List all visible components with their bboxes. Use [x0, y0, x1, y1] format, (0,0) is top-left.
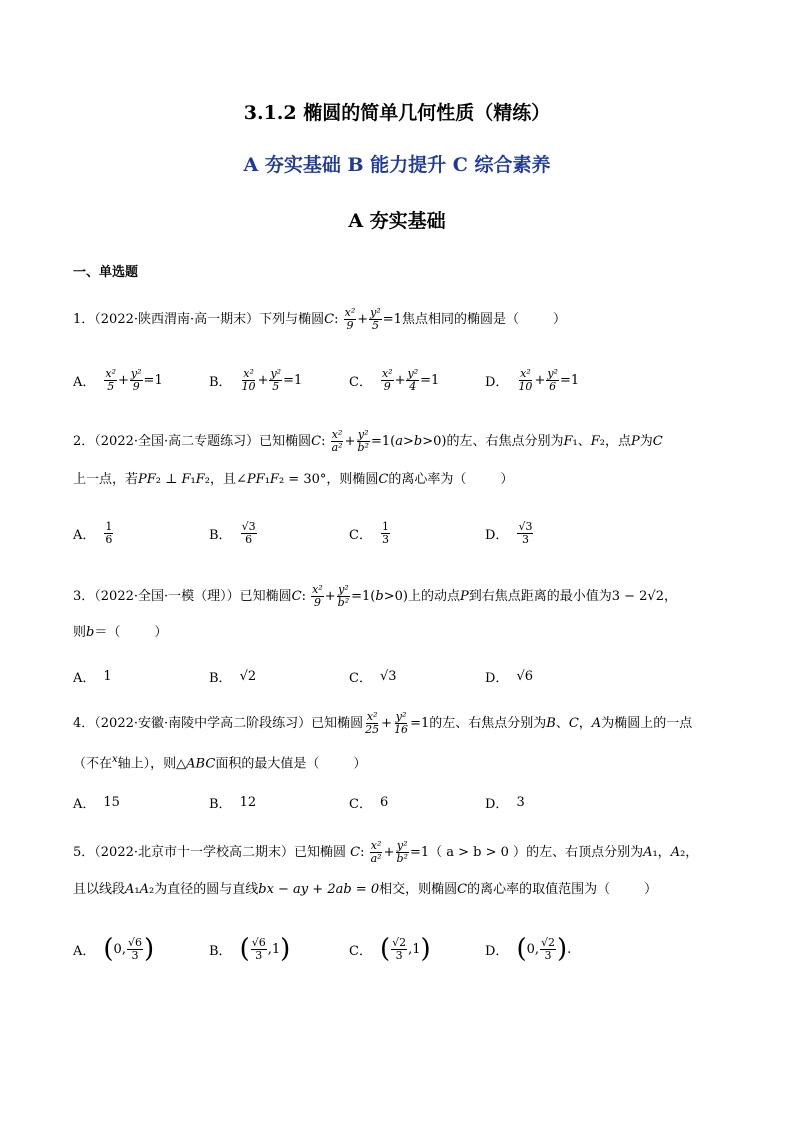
question-3-line-2: 则b＝（ ） [73, 625, 168, 640]
fraction: $\frac{\text{y²}}{5}$ [370, 306, 381, 332]
option-c[interactable]: C． 6 [349, 794, 389, 812]
option-a[interactable]: A． $\frac{\text{x²}}{5}$ + $\frac{\text{y²}}{9}$ =1 [73, 366, 163, 393]
q4-options [73, 782, 733, 822]
question-source: （2022·陕西渭南·高一期末） [94, 312, 260, 327]
option-d[interactable]: D． $\frac{√3}{3}$ [485, 519, 533, 546]
option-b[interactable]: B． $\frac{√3}{6}$ [209, 519, 256, 546]
q3-options [73, 656, 733, 696]
option-c[interactable]: C． $\frac{1}{3}$ [349, 519, 389, 546]
question-5-line-2: 且以线段A₁A₂为直径的圆与直线bx − ay + 2ab = 0相交，则椭圆C的离心率的取值范围为（ ） [73, 882, 658, 897]
question-3: 3．（2022·全国·一模（理））已知椭圆C: $\frac{\text{x²}}{9}$ + $\frac{\text{y²}}{\text{b²}}$ =1(b>0)上的动点P到右焦点距离的最小值为3 − 2√2， [73, 583, 677, 609]
option-d[interactable]: D． $\frac{\text{x²}}{10}$ + $\frac{\text{y²}}{6}$ =1 [485, 366, 580, 393]
option-a[interactable]: A． 15 [73, 794, 120, 812]
option-b[interactable]: B． ( $\frac{√6}{3}$ ,1 ) [209, 934, 291, 964]
question-4-line-2: （不在$^x$轴上），则△ABC面积的最大值是（ ） [73, 754, 367, 772]
q2-options [73, 513, 733, 553]
question-5: 5．（2022·北京市十一学校高二期末）已知椭圆 C: $\frac{\text{x²}}{\text{a²}}$ + $\frac{\text{y²}}{\text{b²}}$ =1（ a > b > 0 ）的左、右顶点分别为A₁，A₂， [73, 839, 699, 865]
question-2: 2．（2022·全国·高二专题练习）已知椭圆C: $\frac{\text{x²}}{\text{a²}}$ + $\frac{\text{y²}}{\text{b²}}$ =1(a>b>0)的左、右焦点分别为F₁、F₂，点P为C [73, 428, 663, 454]
option-b[interactable]: B． $\frac{\text{x²}}{10}$ + $\frac{\text{y²}}{5}$ =1 [209, 366, 303, 393]
part-heading: A 夯实基础 [348, 210, 446, 232]
section-heading: 一、单选题 [73, 265, 139, 280]
option-a[interactable]: A． 1 [73, 668, 112, 686]
page-title: 3.1.2 椭圆的简单几何性质（精练） [243, 102, 551, 124]
option-a[interactable]: A． ( 0, $\frac{√6}{3}$ ) [73, 934, 155, 964]
option-b[interactable]: B． 12 [209, 794, 257, 812]
option-c[interactable]: C． √3 [349, 668, 397, 686]
q1-options [73, 360, 733, 400]
q5-options [73, 929, 733, 969]
question-2-line-2: 上一点，若PF₂ ⊥ F₁F₂，且∠PF₁F₂ = 30°，则椭圆C的离心率为（ ） [73, 472, 514, 487]
option-c[interactable]: C． ( $\frac{√2}{3}$ ,1 ) [349, 934, 431, 964]
option-d[interactable]: D． 3 [485, 794, 525, 812]
question-number: 1． [73, 312, 95, 327]
question-1: 1．（2022·陕西渭南·高一期末）下列与椭圆C: $\frac{\text{x²}}{9}$ + $\frac{\text{y²}}{5}$ =1焦点相同的椭圆是（ ） [73, 306, 566, 332]
level-subtitle: A 夯实基础 B 能力提升 C 综合素养 [243, 154, 551, 176]
option-b[interactable]: B． √2 [209, 668, 257, 686]
option-d[interactable]: D． ( 0, $\frac{√2}{3}$ ) . [485, 934, 572, 964]
option-d[interactable]: D． √6 [485, 668, 533, 686]
fraction: $\frac{\text{x²}}{9}$ [344, 306, 356, 332]
option-a[interactable]: A． $\frac{1}{6}$ [73, 519, 113, 546]
question-4: 4．（2022·安徽·南陵中学高二阶段练习）已知椭圆 $\frac{\text{x²}}{25}$ + $\frac{\text{y²}}{16}$ =1的左、右焦点分别为B、C，A为椭圆上的一点 [73, 710, 693, 736]
option-c[interactable]: C． $\frac{\text{x²}}{9}$ + $\frac{\text{y²}}{4}$ =1 [349, 366, 440, 393]
